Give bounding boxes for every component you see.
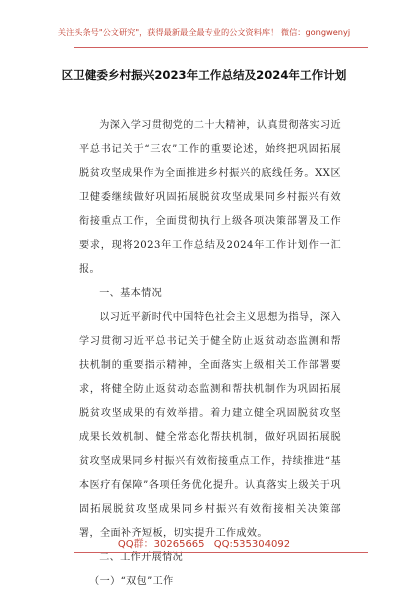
section-heading-basic: 一、基本情况: [99, 288, 163, 299]
footer-divider: [74, 552, 368, 553]
section-paragraph-basic: 以习近平新时代中国特色社会主义思想为指导，深入学习贯彻习近平总书记关于健全防止返贫动态监测和帮扶机制的重要指示精神，全面落实上级相关工作部署要求，将健全防止返贫动态监测和帮扶机制作为巩固拓展脱贫攻坚成果的有效举措。着力建立健全巩固脱贫攻坚成果长效机制、健全常态化帮扶机制，做好巩固拓展脱贫攻坚成果同乡村振兴有效衔接重点工作，持续推进“基本医疗有保障”各项任务优化提升。认真落实上级关于巩固拓展脱贫攻坚成果同乡村振兴有效衔接相关决策部署，全面补齐短板，切实提升工作成效。: [79, 312, 341, 539]
intro-paragraph: 为深入学习贯彻党的二十大精神，认真贯彻落实习近平总书记关于“三农”工作的重要论述，始终把巩固拓展脱贫攻坚成果作为全面推进乡村振兴的底线任务。XX区卫健委继续做好巩固拓展脱贫攻坚成果同乡村振兴有效衔接重点工作，全面贯彻执行上级各项决策部署及工作要求，现将2023年工作总结及2024年工作计划作一汇报。: [79, 120, 341, 275]
footer-contact: QQ群：30265665 QQ:535304092: [117, 539, 291, 550]
section-heading-work: 二、工作开展情况: [99, 552, 184, 563]
header-banner: 关注头条号"公文研究"，获得最新最全最专业的公文资料库！ 微信：gongwenyj: [57, 27, 351, 37]
header-divider: [74, 47, 368, 48]
subsection-heading-double-pack: （一）“双包”工作: [89, 576, 174, 587]
document-title: 区卫健委乡村振兴2023年工作总结及2024年工作计划: [61, 68, 347, 82]
document-body: [79, 114, 341, 594]
